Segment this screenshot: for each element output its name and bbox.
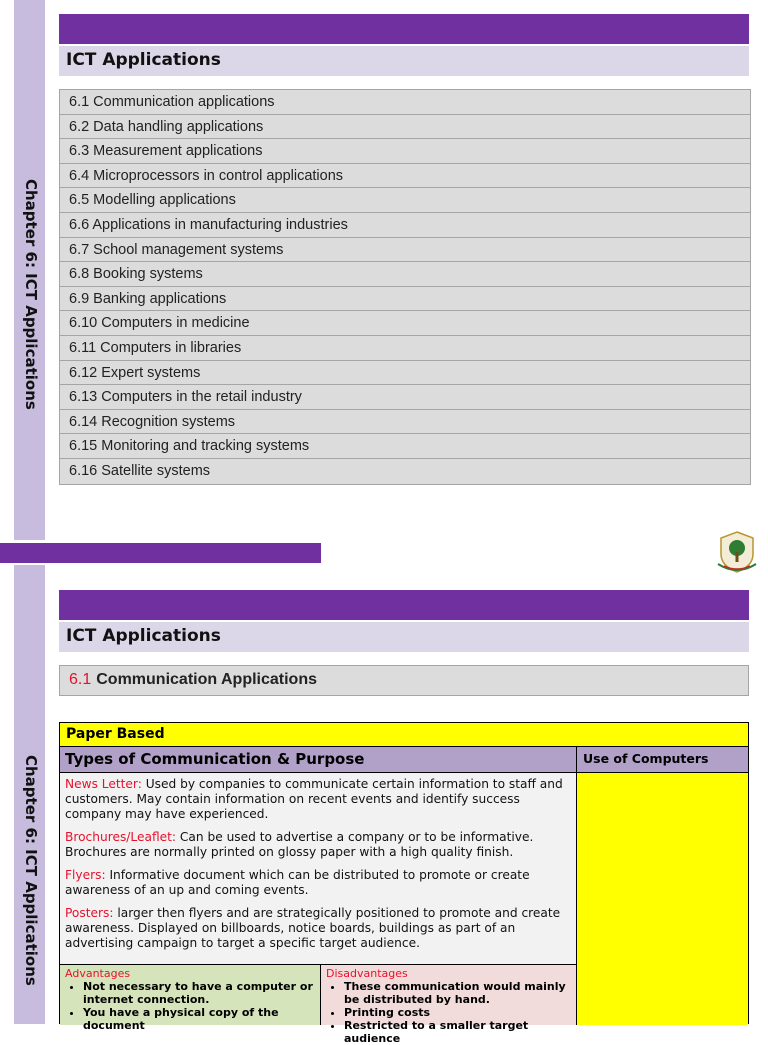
type-term: Flyers:	[65, 868, 106, 882]
advantages-title: Advantages	[65, 967, 131, 980]
type-term: News Letter:	[65, 777, 142, 791]
use-of-computers-cell	[577, 773, 748, 1025]
disadvantage-item: • Printing costs	[344, 1006, 571, 1019]
type-entry	[65, 868, 571, 898]
advantage-item: • You have a physical copy of the document	[83, 1006, 315, 1032]
type-description: Used by companies to communicate certain information to staff and customers. May contain information on recent events and identify success company may have experienced.	[65, 777, 563, 821]
section-heading	[59, 665, 749, 696]
page-title: ICT Applications	[66, 50, 221, 70]
type-description: larger then flyers and are strategically positioned to promote and create awareness. Displayed on billboards, notice boards, buildings as part of an advertising campaign to target a specific target audience.	[65, 906, 561, 950]
toc-item[interactable]: 6.12 Expert systems	[60, 361, 750, 386]
page-footer-bar	[0, 543, 321, 563]
toc-item[interactable]: 6.6 Applications in manufacturing industries	[60, 213, 750, 238]
chapter-sidebar-label: Chapter 6: ICT Applications	[22, 755, 40, 986]
toc-item[interactable]: 6.4 Microprocessors in control applications	[60, 164, 750, 189]
category-row: Paper Based	[60, 723, 748, 747]
type-term: Brochures/Leaflet:	[65, 830, 177, 844]
toc-item[interactable]: 6.16 Satellite systems	[69, 462, 211, 479]
type-description: Informative document which can be distributed to promote or create awareness of an up and coming events.	[65, 868, 530, 897]
header-accent-bar	[59, 14, 749, 44]
advantages-box	[60, 965, 321, 1032]
toc-item[interactable]: 6.9 Banking applications	[60, 287, 750, 312]
toc-item[interactable]: 6.7 School management systems	[60, 238, 750, 263]
communication-table	[59, 722, 749, 1045]
disadvantage-item: • Restricted to a smaller target audience	[344, 1019, 571, 1045]
toc-item[interactable]: 6.14 Recognition systems	[60, 410, 750, 435]
toc-item[interactable]: 6.13 Computers in the retail industry	[60, 385, 750, 410]
page-title: ICT Applications	[66, 626, 221, 646]
disadvantages-title: Disadvantages	[326, 967, 408, 980]
chapter-sidebar-label: Chapter 6: ICT Applications	[22, 179, 40, 410]
types-cell	[60, 773, 577, 965]
type-entry	[65, 906, 571, 951]
toc-item[interactable]: 6.1 Communication applications	[60, 90, 750, 115]
type-term: Posters:	[65, 906, 114, 920]
column-header-types: Types of Communication & Purpose	[60, 747, 577, 773]
toc-item[interactable]: 6.11 Computers in libraries	[60, 336, 750, 361]
disadvantage-item: • These communication would mainly be distributed by hand.	[344, 980, 571, 1006]
toc-item[interactable]: 6.10 Computers in medicine	[60, 311, 750, 336]
table-of-contents	[59, 89, 751, 485]
toc-item[interactable]: 6.5 Modelling applications	[60, 188, 750, 213]
school-crest-logo	[716, 530, 758, 574]
page-title-bar	[59, 46, 749, 76]
column-header-use: Use of Computers	[577, 747, 748, 773]
type-entry	[65, 830, 571, 860]
toc-item[interactable]: 6.3 Measurement applications	[60, 139, 750, 164]
toc-item[interactable]: 6.8 Booking systems	[60, 262, 750, 287]
section-title: Communication Applications	[96, 671, 317, 688]
toc-item[interactable]: 6.2 Data handling applications	[60, 115, 750, 140]
page-title-bar	[59, 622, 749, 652]
section-number: 6.1	[69, 671, 92, 688]
disadvantages-box	[321, 965, 577, 1045]
toc-item[interactable]: 6.15 Monitoring and tracking systems	[60, 434, 750, 459]
type-description: Can be used to advertise a company or to be informative. Brochures are normally printed on glossy paper with a high quality finish.	[65, 830, 534, 859]
header-accent-bar	[59, 590, 749, 620]
advantage-item: • Not necessary to have a computer or internet connection.	[83, 980, 315, 1006]
type-entry	[65, 777, 571, 822]
